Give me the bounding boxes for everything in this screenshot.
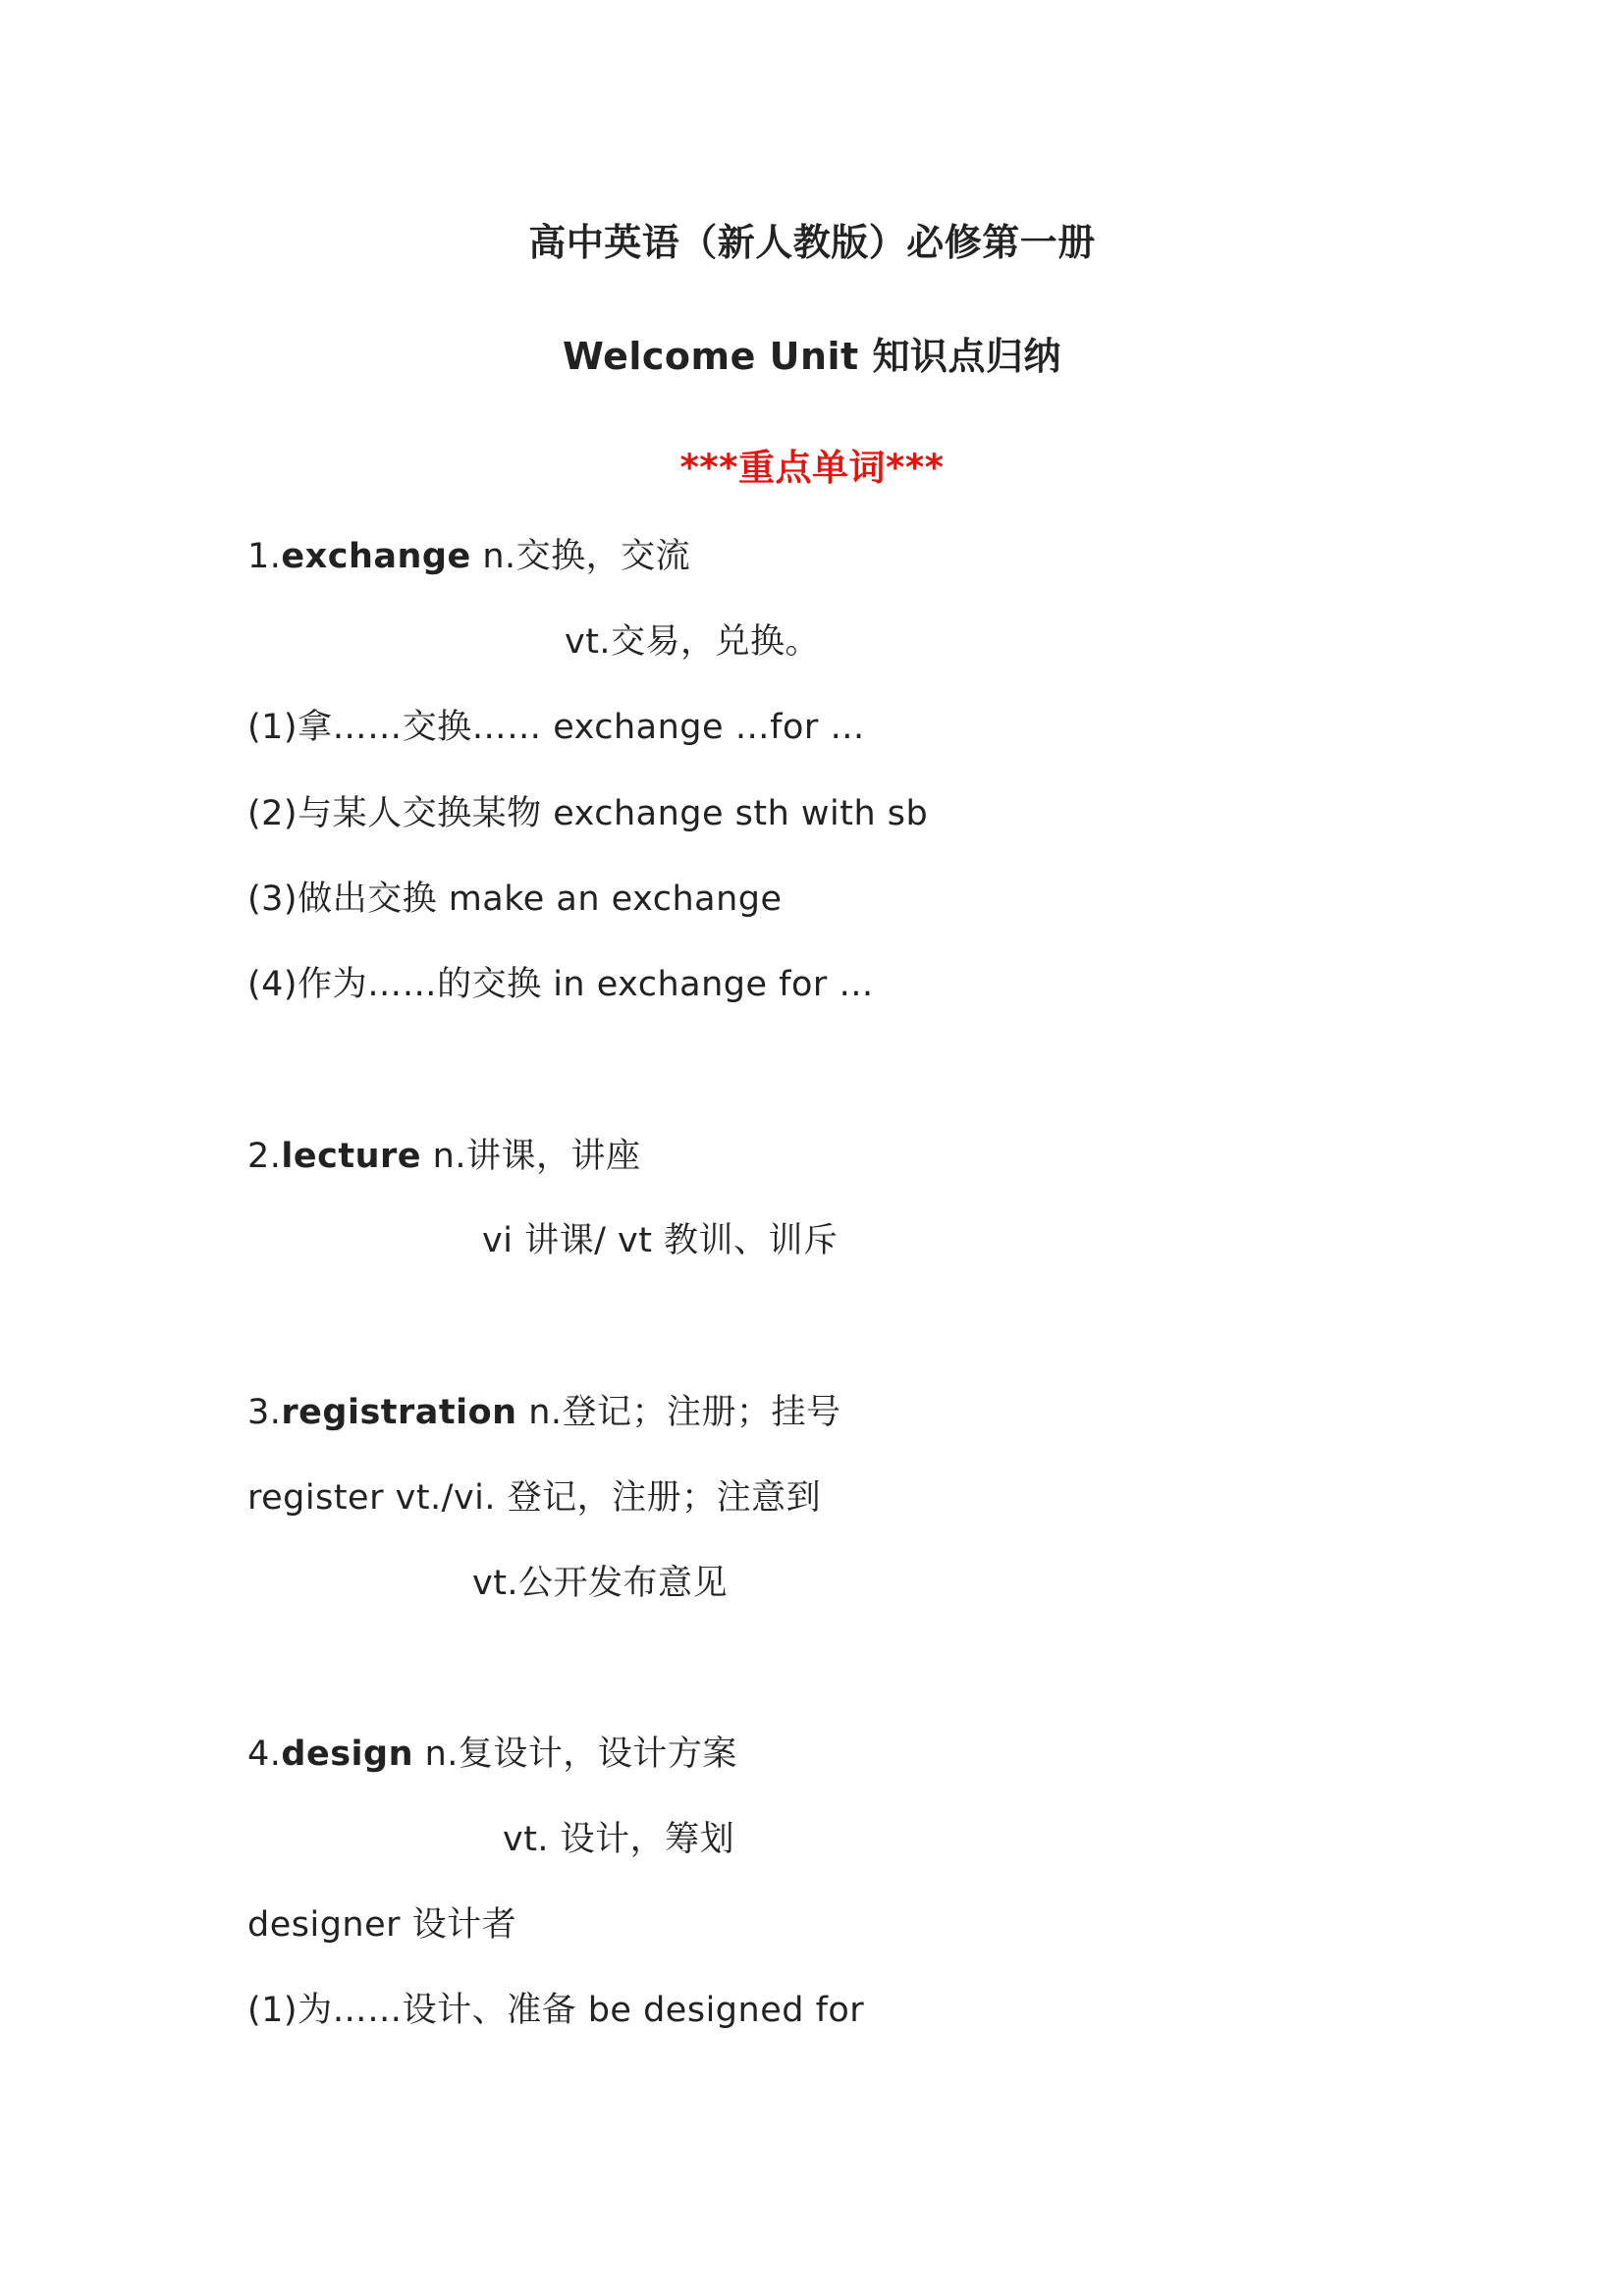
entry-word: lecture [281, 1137, 422, 1176]
entry-number: 1. [247, 537, 282, 576]
entry-heading [247, 1134, 640, 1179]
entry-number: 4. [247, 1735, 282, 1774]
entry-extra: vt. 设计，筹划 [503, 1820, 735, 1859]
phrase-line: (4)作为……的交换 in exchange for … [247, 965, 874, 1004]
phrase-line: (1)为……设计、准备 be designed for [247, 1991, 865, 2030]
entry-heading [247, 1390, 841, 1435]
entry-extra: vt.交易，兑换。 [565, 622, 821, 662]
entry-definition: n.登记；注册；挂号 [516, 1393, 841, 1432]
phrase-line: (1)拿……交换…… exchange …for … [247, 708, 865, 747]
entry-heading [247, 534, 690, 579]
entry-definition: n.讲课，讲座 [421, 1137, 641, 1176]
entry-extra: designer 设计者 [247, 1905, 517, 1945]
entry-heading [247, 1732, 737, 1777]
entry-extra: vt.公开发布意见 [472, 1564, 729, 1603]
entry-extra: vi 讲课/ vt 教训、训斥 [482, 1221, 839, 1260]
entry-word: registration [281, 1393, 517, 1432]
entry-word: exchange [281, 537, 471, 576]
phrase-line: (3)做出交换 make an exchange [247, 880, 783, 919]
phrase-line: (2)与某人交换某物 exchange sth with sb [247, 794, 929, 833]
entry-word: design [281, 1735, 413, 1774]
entry-number: 3. [247, 1393, 282, 1432]
page-subtitle: Welcome Unit 知识点归纳 [563, 335, 1061, 378]
section-heading: ***重点单词*** [679, 447, 945, 489]
entry-number: 2. [247, 1137, 282, 1176]
entry-definition: n.交换，交流 [470, 537, 691, 576]
page-title: 高中英语（新人教版）必修第一册 [528, 221, 1096, 264]
entry-definition: n.复设计，设计方案 [413, 1735, 737, 1774]
entry-extra: register vt./vi. 登记，注册；注意到 [247, 1478, 822, 1518]
